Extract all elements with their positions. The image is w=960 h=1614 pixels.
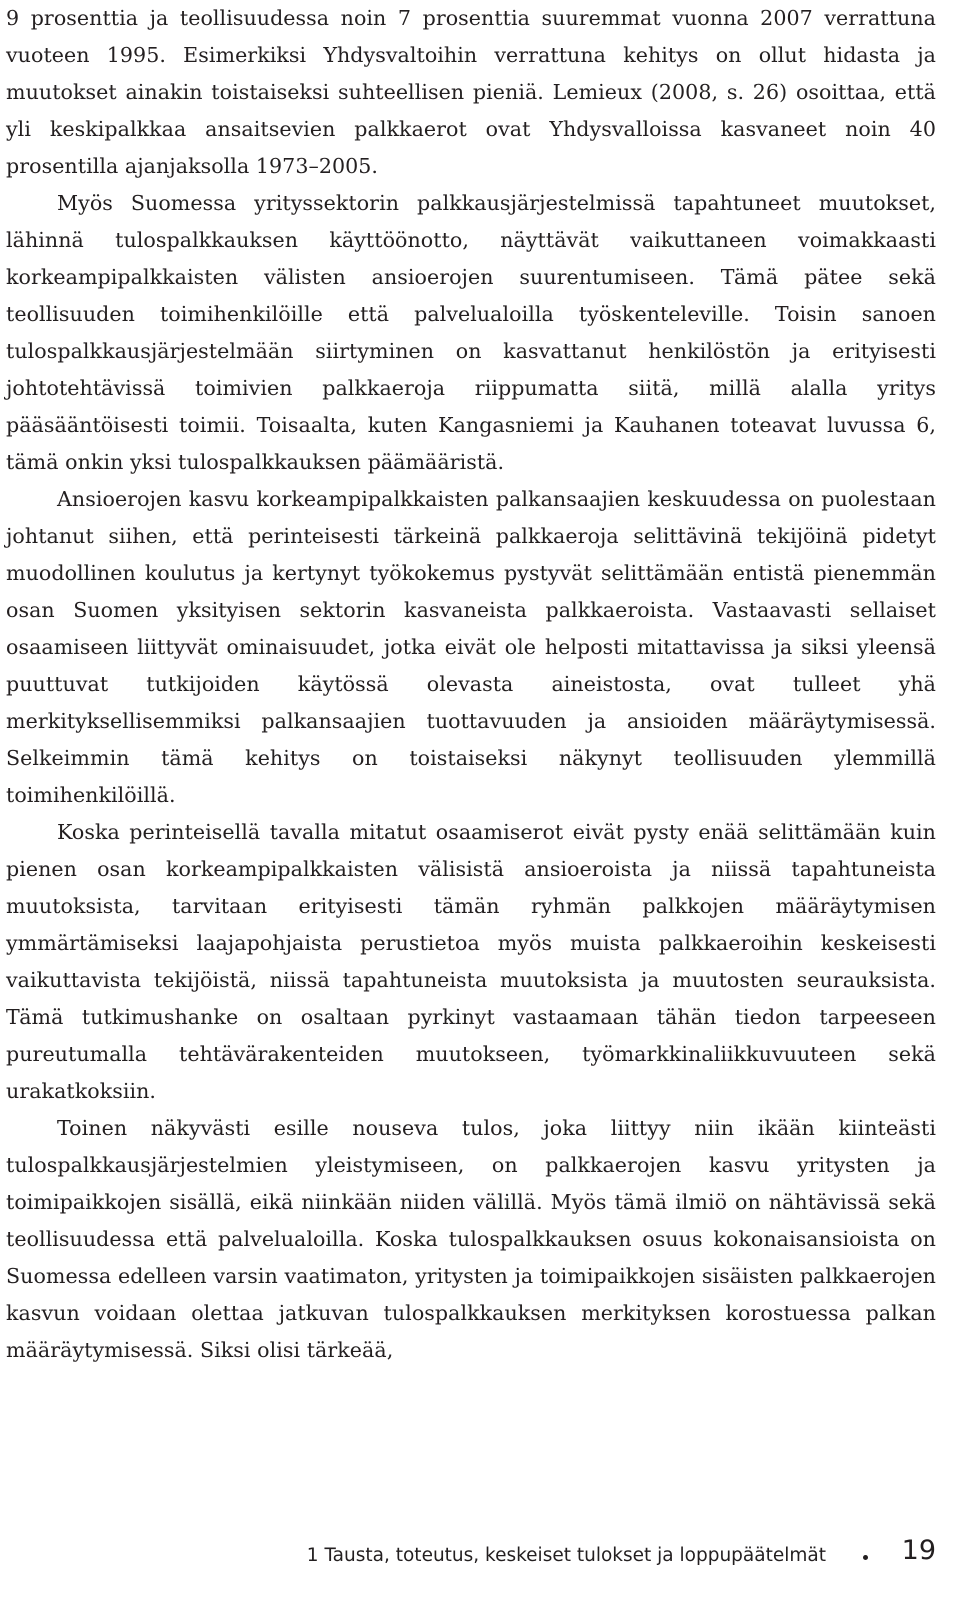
page-footer xyxy=(0,1531,936,1571)
running-title: 1 Tausta, toteutus, keskeiset tulokset ja loppupäätelmät xyxy=(306,1545,826,1566)
body-paragraph: Ansioerojen kasvu korkeampipalkkaisten palkansaajien keskuudessa on puolestaan johtanut siihen, että perinteisesti tärkeinä palkkaeroja selittävinä tekijöinä pidetyt muodollinen koulutus ja kertynyt työkokemus pystyvät selittämään entistä pienemmän osan Suomen yksityisen sektorin kasvaneista palkkaeroista. Vastaavasti sellaiset osaamiseen liittyvät ominaisuudet, jotka eivät ole helposti mitattavissa ja siksi yleensä puuttuvat tutkijoiden käytössä olevasta aineistosta, ovat tulleet yhä merkityksellisemmiksi palkansaajien tuottavuuden ja ansioiden määräytymisessä. Selkeimmin tämä kehitys on toistaiseksi näkynyt teollisuuden ylemmillä toimihenkilöillä. xyxy=(6,487,936,807)
body-paragraph: Myös Suomessa yrityssektorin palkkausjärjestelmissä tapahtuneet muutokset, lähinnä tulospalkkauksen käyttöönotto, näyttävät vaikuttaneen voimakkaasti korkeampipalkkaisten välisten ansioerojen suurentumiseen. Tämä pätee sekä teollisuuden toimihenkilöille että palvelualoilla työskenteleville. Toisin sanoen tulospalkkausjärjestelmään siirtyminen on kasvattanut henkilöstön ja erityisesti johtotehtävissä toimivien palkkaeroja riippumatta siitä, millä alalla yritys pääsääntöisesti toimii. Toisaalta, kuten Kangasniemi ja Kauhanen toteavat luvussa 6, tämä onkin yksi tulospalkkauksen päämääristä. xyxy=(6,191,936,474)
separator-dot xyxy=(863,1555,868,1560)
page-body xyxy=(6,0,936,1369)
page-number: 19 xyxy=(901,1535,936,1566)
body-paragraph-continued: 9 prosenttia ja teollisuudessa noin 7 prosenttia suuremmat vuonna 2007 verrattuna vuoteen 1995. Esimerkiksi Yhdysvaltoihin verrattuna kehitys on ollut hidasta ja muutokset ainakin toistaiseksi suhteellisen pieniä. Lemieux (2008, s. 26) osoittaa, että yli keskipalkkaa ansaitsevien palkkaerot ovat Yhdysvalloissa kasvaneet noin 40 prosentilla ajanjaksolla 1973–2005. xyxy=(6,6,936,178)
body-paragraph: Toinen näkyvästi esille nouseva tulos, joka liittyy niin ikään kiinteästi tulospalkkausjärjestelmien yleistymiseen, on palkkaerojen kasvu yritysten ja toimipaikkojen sisällä, eikä niinkään niiden välillä. Myös tämä ilmiö on nähtävissä sekä teollisuudessa että palvelualoilla. Koska tulospalkkauksen osuus kokonaisansioista on Suomessa edelleen varsin vaatimaton, yritysten ja toimipaikkojen sisäisten palkkaerojen kasvun voidaan olettaa jatkuvan tulospalkkauksen merkityksen korostuessa palkan määräytymisessä. Siksi olisi tärkeää, xyxy=(6,1116,936,1362)
body-paragraph: Koska perinteisellä tavalla mitatut osaamiserot eivät pysty enää selittämään kuin pienen osan korkeampipalkkaisten välisistä ansioeroista ja niissä tapahtuneista muutoksista, tarvitaan erityisesti tämän ryhmän palkkojen määräytymisen ymmärtämiseksi laajapohjaista perustietoa myös muista palkkaeroihin keskeisesti vaikuttavista tekijöistä, niissä tapahtuneista muutoksista ja muutosten seurauksista. Tämä tutkimushanke on osaltaan pyrkinyt vastaamaan tähän tiedon tarpeeseen pureutumalla tehtävärakenteiden muutokseen, työmarkkinaliikkuvuuteen sekä urakatkoksiin. xyxy=(6,820,936,1103)
